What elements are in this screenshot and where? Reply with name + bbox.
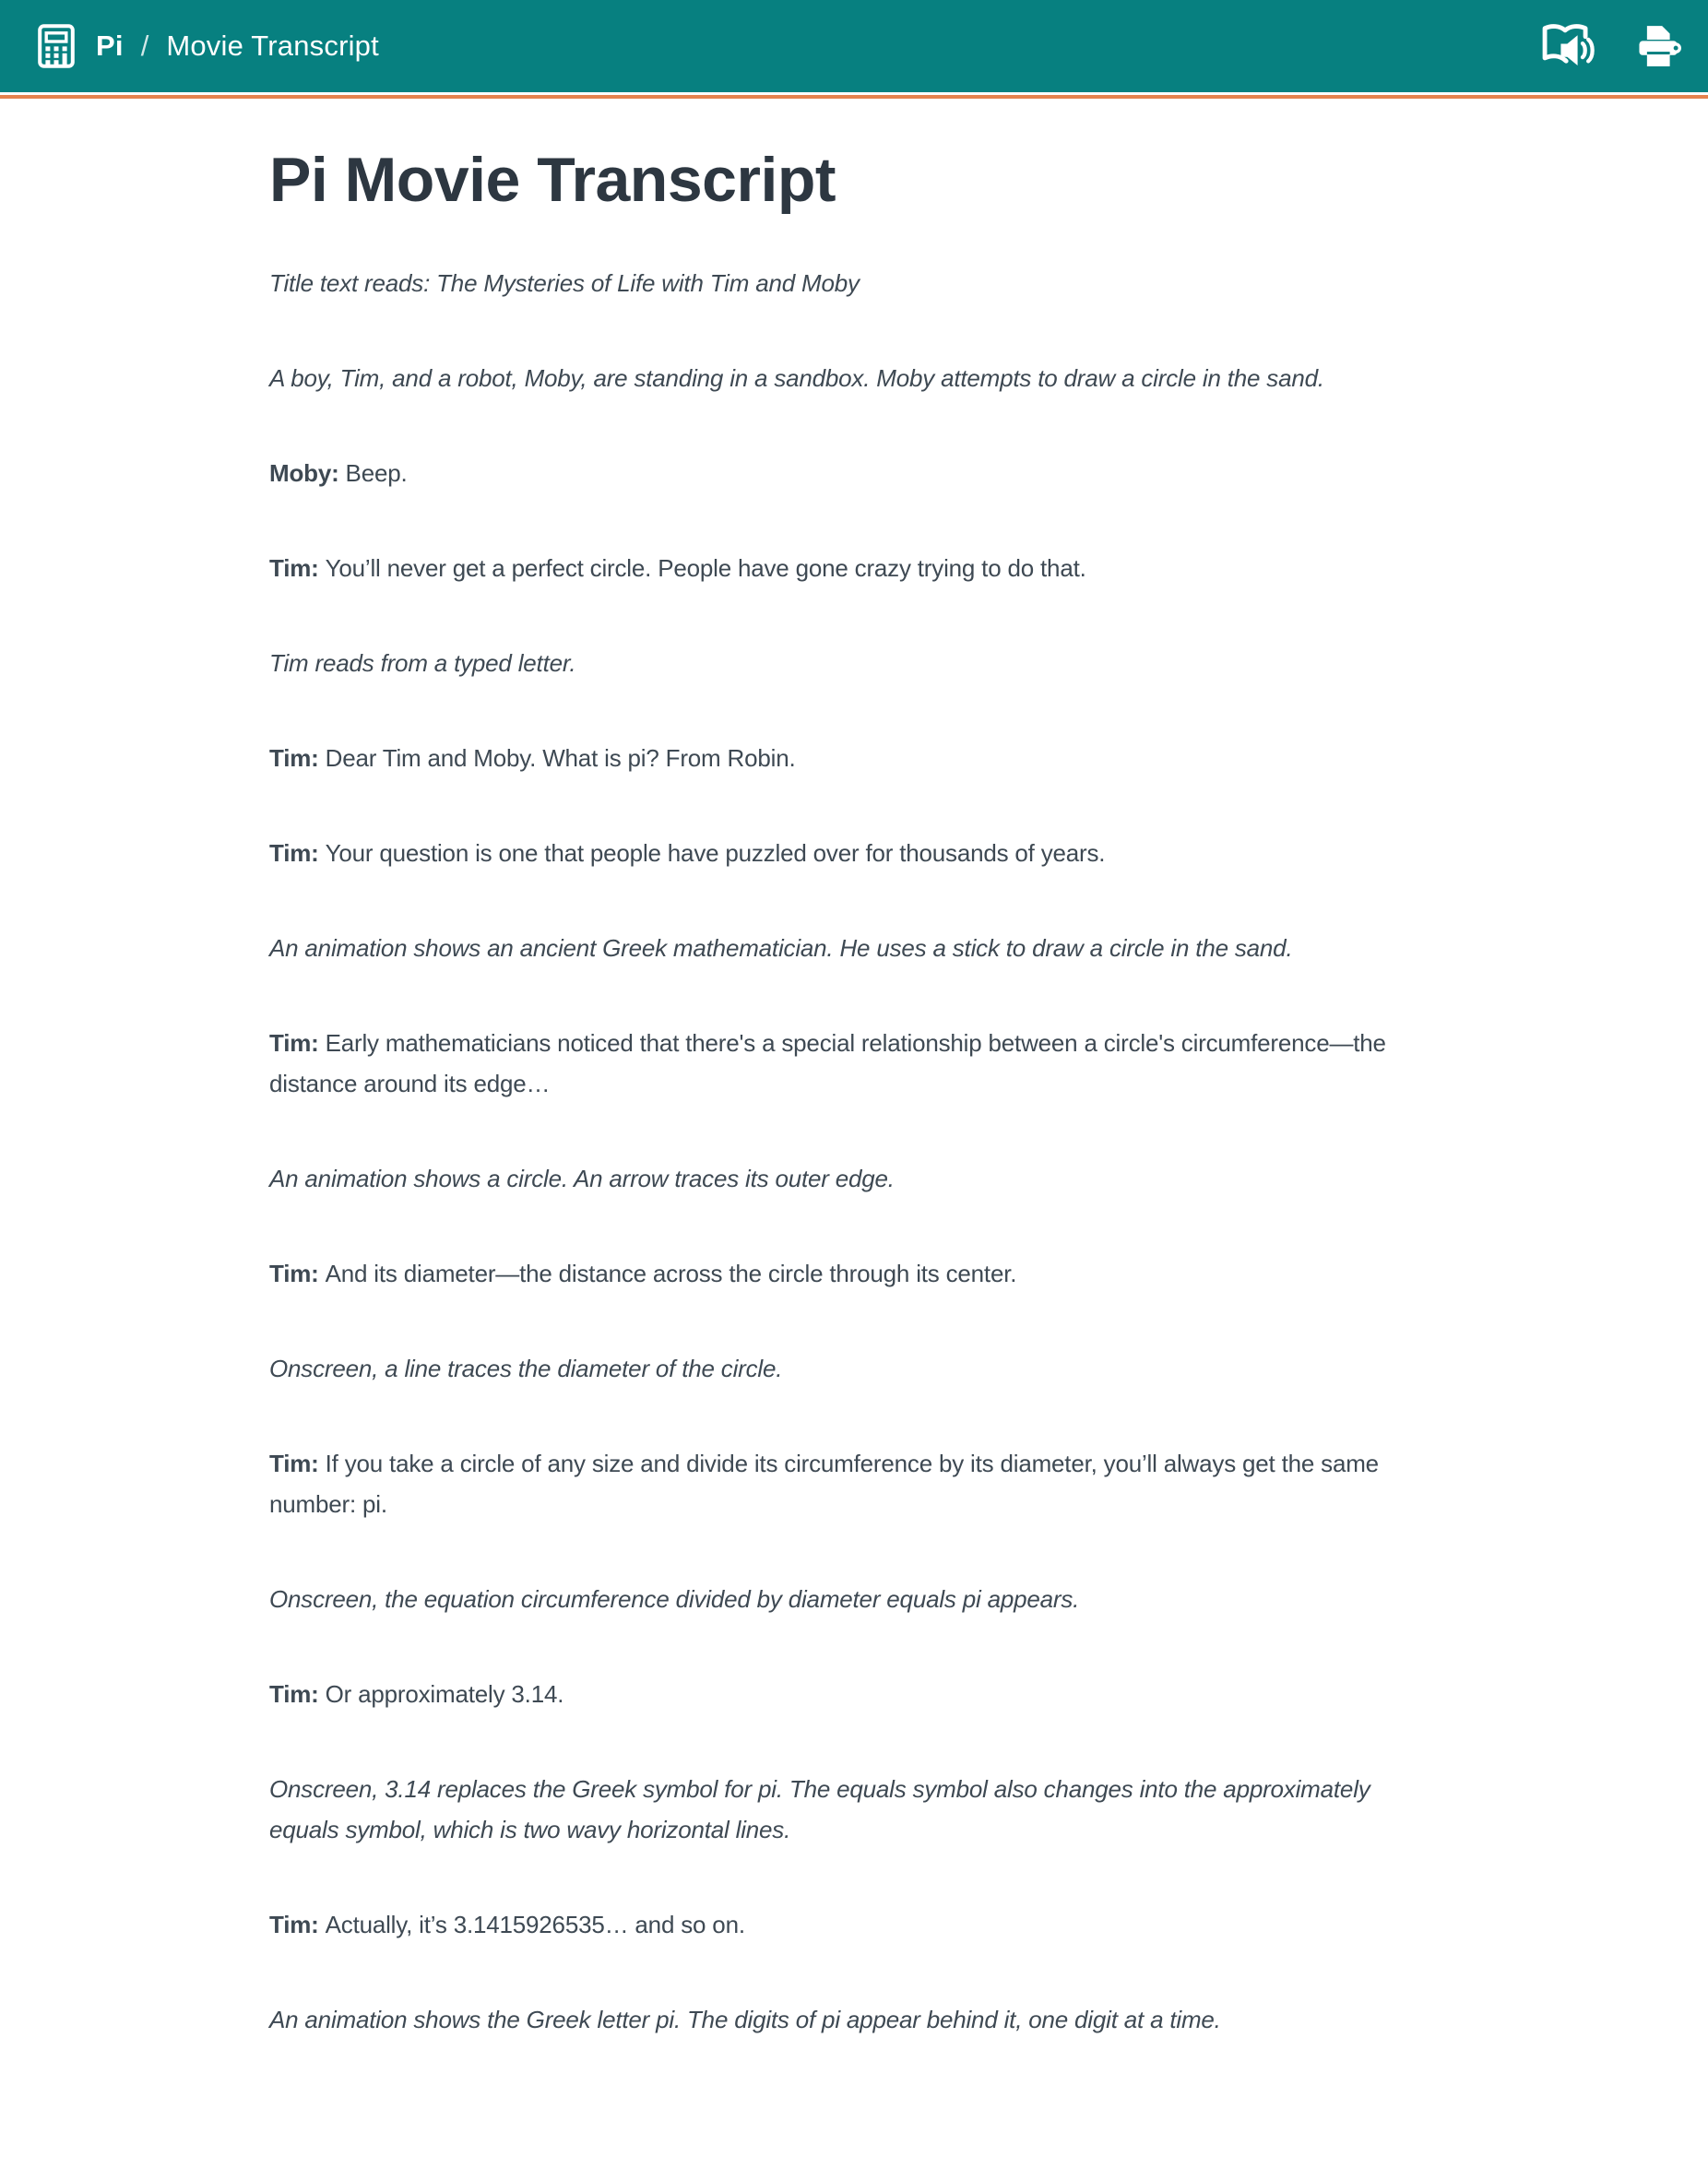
read-aloud-button[interactable] [1536, 20, 1597, 72]
paragraph-text: An animation shows the Greek letter pi. The digits of pi appear behind it, one digit at a time. [269, 2005, 1221, 2033]
print-button[interactable] [1632, 20, 1684, 72]
paragraph-text: Dear Tim and Moby. What is pi? From Robin. [325, 743, 796, 772]
paragraph-text: Onscreen, 3.14 replaces the Greek symbol for pi. The equals symbol also changes into the approximately equals symbol, which is two wavy horizontal lines. [269, 1774, 1370, 1843]
breadcrumb-page: Movie Transcript [166, 30, 379, 62]
transcript-paragraph [269, 1999, 1394, 2040]
transcript-paragraph [269, 1253, 1394, 1294]
calculator-icon[interactable] [37, 24, 76, 68]
transcript-paragraph [269, 548, 1394, 588]
paragraph-text: Tim reads from a typed letter. [269, 648, 576, 677]
transcript-paragraph [269, 1023, 1394, 1104]
speaker-label: Tim: [269, 1259, 319, 1287]
speaker-label: Tim: [269, 743, 319, 772]
transcript-paragraph [269, 1579, 1394, 1619]
speaker-label: Tim: [269, 838, 319, 867]
transcript-paragraph [269, 263, 1394, 303]
transcript-body [269, 263, 1394, 2040]
paragraph-text: And its diameter—the distance across the circle through its center. [325, 1259, 1017, 1287]
speaker-label: Tim: [269, 553, 319, 582]
breadcrumb-separator: / [140, 30, 149, 62]
speaker-label: Tim: [269, 1910, 319, 1938]
paragraph-text: An animation shows an ancient Greek mathematician. He uses a stick to draw a circle in the sand. [269, 933, 1293, 962]
paragraph-text: Early mathematicians noticed that there's a special relationship between a circle's circumference—the distance around its edge… [269, 1028, 1386, 1097]
transcript-paragraph [269, 1348, 1394, 1389]
transcript-paragraph [269, 358, 1394, 398]
breadcrumb [37, 24, 379, 68]
paragraph-text: A boy, Tim, and a robot, Moby, are standing in a sandbox. Moby attempts to draw a circle in the sand. [269, 363, 1324, 392]
speaker-label: Moby: [269, 458, 339, 487]
transcript-paragraph [269, 453, 1394, 493]
transcript-paragraph [269, 738, 1394, 778]
transcript-paragraph [269, 1674, 1394, 1714]
paragraph-text: If you take a circle of any size and divide its circumference by its diameter, you’ll always get the same number: pi. [269, 1449, 1379, 1518]
top-bar [0, 0, 1708, 92]
paragraph-text: An animation shows a circle. An arrow traces its outer edge. [269, 1164, 895, 1192]
paragraph-text: Or approximately 3.14. [325, 1679, 564, 1708]
paragraph-text: Beep. [345, 458, 408, 487]
printer-icon [1632, 20, 1684, 72]
paragraph-text: Your question is one that people have puzzled over for thousands of years. [325, 838, 1106, 867]
speaker-label: Tim: [269, 1679, 319, 1708]
paragraph-text: Title text reads: The Mysteries of Life with Tim and Moby [269, 268, 860, 297]
breadcrumb-topic[interactable]: Pi [96, 30, 124, 62]
transcript-paragraph [269, 928, 1394, 968]
paragraph-text: You’ll never get a perfect circle. People have gone crazy trying to do that. [325, 553, 1086, 582]
book-speaker-icon [1536, 20, 1597, 72]
transcript-paragraph [269, 1158, 1394, 1199]
paragraph-text: Onscreen, the equation circumference divided by diameter equals pi appears. [269, 1584, 1080, 1613]
header-actions [1536, 20, 1684, 72]
page-title: Pi Movie Transcript [269, 145, 836, 215]
transcript-paragraph [269, 1443, 1394, 1524]
paragraph-text: Actually, it’s 3.1415926535… and so on. [325, 1910, 745, 1938]
paragraph-text: Onscreen, a line traces the diameter of the circle. [269, 1354, 783, 1382]
speaker-label: Tim: [269, 1449, 319, 1477]
speaker-label: Tim: [269, 1028, 319, 1057]
transcript-paragraph [269, 833, 1394, 873]
transcript-paragraph [269, 1904, 1394, 1945]
transcript-paragraph [269, 1769, 1394, 1850]
transcript-page [269, 99, 1394, 2040]
transcript-paragraph [269, 643, 1394, 683]
